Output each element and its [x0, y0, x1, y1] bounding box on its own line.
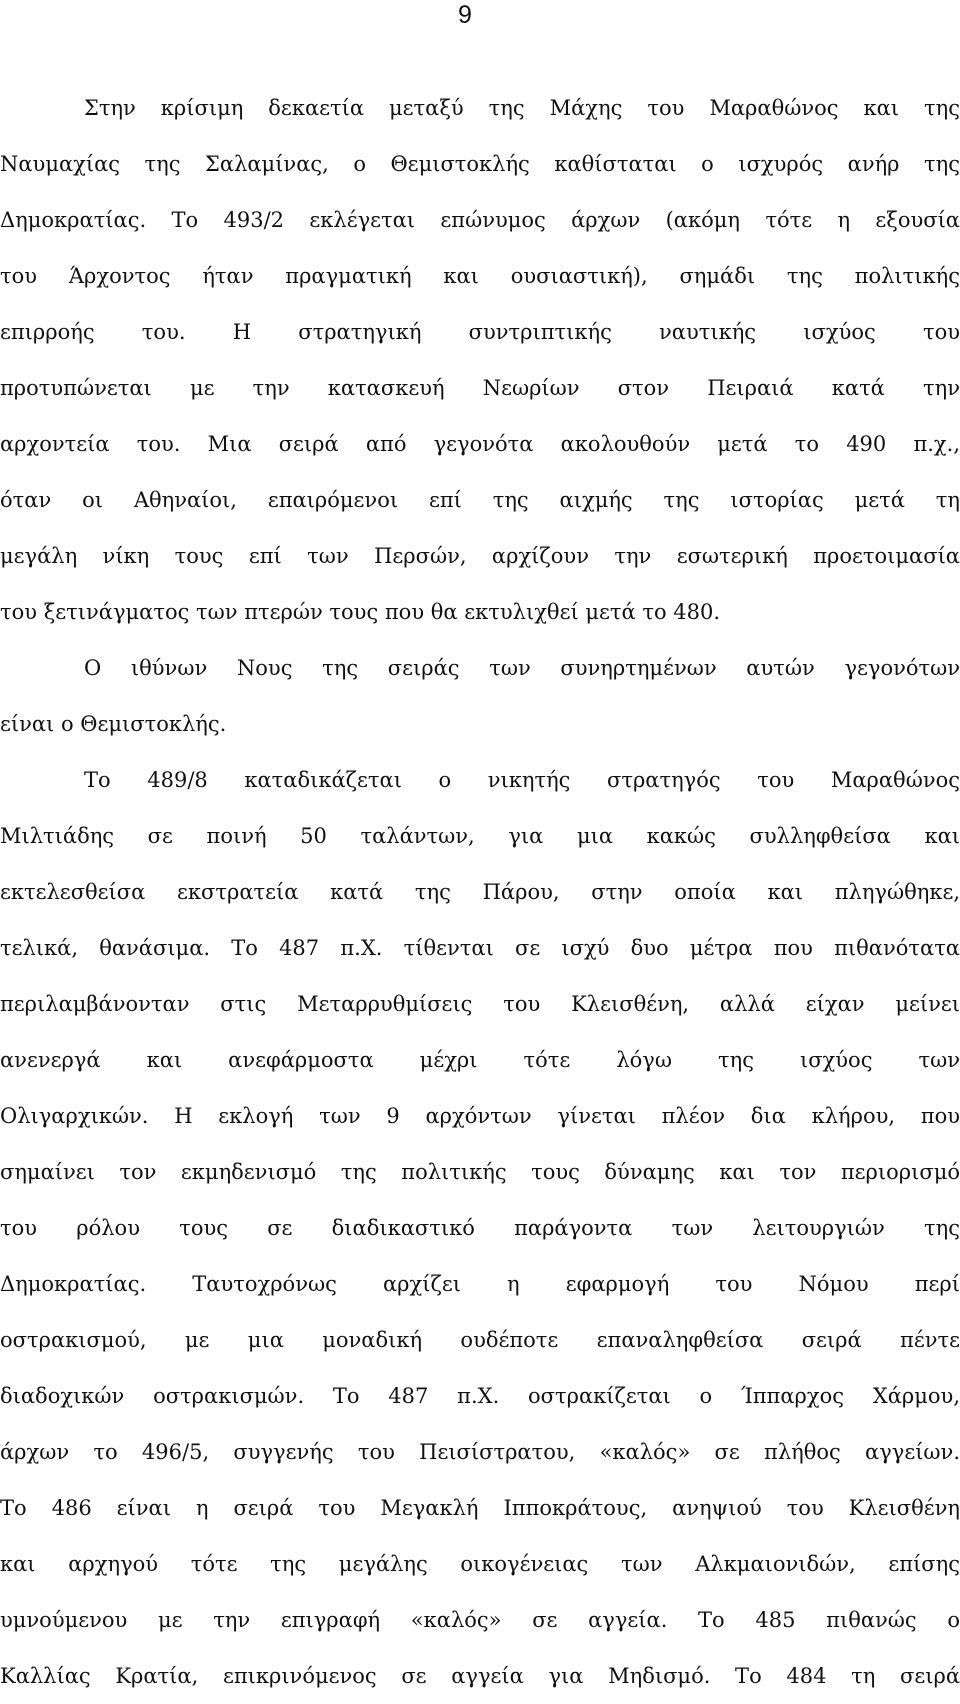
text-line: Δημοκρατίας. Το 493/2 εκλέγεται επώνυμος άρχων (ακόμη τότε η εξουσία	[0, 208, 960, 232]
text-line: όταν οι Αθηναίοι, επαιρόμενοι επί της αιχμής της ιστορίας μετά τη	[0, 488, 960, 512]
text-line: Δημοκρατίας. Ταυτοχρόνως αρχίζει η εφαρμογή του Νόμου περί	[0, 1272, 960, 1296]
text-line: οστρακισμού, με μια μοναδική ουδέποτε επαναληφθείσα σειρά πέντε	[0, 1328, 960, 1352]
text-line: προτυπώνεται με την κατασκευή Νεωρίων στον Πειραιά κατά την	[0, 376, 960, 400]
text-line: Καλλίας Κρατία, επικρινόμενος σε αγγεία για Μηδισμό. Το 484 τη σειρά	[0, 1664, 960, 1688]
text-line: Το 489/8 καταδικάζεται ο νικητής στρατηγός του Μαραθώνος	[84, 768, 960, 792]
text-line: του ρόλου τους σε διαδικαστικό παράγοντα των λειτουργιών της	[0, 1216, 960, 1240]
text-line: τελικά, θανάσιμα. Το 487 π.Χ. τίθενται σε ισχύ δυο μέτρα που πιθανότατα	[0, 936, 960, 960]
text-line: μεγάλη νίκη τους επί των Περσών, αρχίζουν την εσωτερική προετοιμασία	[0, 544, 960, 568]
text-line: επιρροής του. Η στρατηγική συντριπτικής ναυτικής ισχύος του	[0, 320, 960, 344]
text-line: Ολιγαρχικών. Η εκλογή των 9 αρχόντων γίνεται πλέον δια κλήρου, που	[0, 1104, 960, 1128]
document-body	[0, 80, 960, 1704]
text-line: του Άρχοντος ήταν πραγματική και ουσιαστική), σημάδι της πολιτικής	[0, 264, 960, 288]
text-line: ανενεργά και ανεφάρμοστα μέχρι τότε λόγω της ισχύος των	[0, 1048, 960, 1072]
text-line: Το 486 είναι η σειρά του Μεγακλή Ιπποκράτους, ανηψιού του Κλεισθένη	[0, 1496, 960, 1520]
text-line: Στην κρίσιμη δεκαετία μεταξύ της Μάχης του Μαραθώνος και της	[84, 96, 960, 120]
text-line: εκτελεσθείσα εκστρατεία κατά της Πάρου, στην οποία και πληγώθηκε,	[0, 880, 960, 904]
text-line: υμνούμενου με την επιγραφή «καλός» σε αγγεία. Το 485 πιθανώς ο	[0, 1608, 960, 1632]
text-line: του ξετινάγματος των πτερών τους που θα εκτυλιχθεί μετά το 480.	[0, 600, 721, 624]
text-line: άρχων το 496/5, συγγενής του Πεισίστρατου, «καλός» σε πλήθος αγγείων.	[0, 1440, 960, 1464]
text-line: αρχοντεία του. Μια σειρά από γεγονότα ακολουθούν μετά το 490 π.χ.,	[0, 432, 960, 456]
text-line: Ο ιθύνων Νους της σειράς των συνηρτημένων αυτών γεγονότων	[84, 656, 960, 680]
text-line: Μιλτιάδης σε ποινή 50 ταλάντων, για μια κακώς συλληφθείσα και	[0, 824, 960, 848]
text-line: διαδοχικών οστρακισμών. Το 487 π.Χ. οστρακίζεται ο Ίππαρχος Χάρμου,	[0, 1384, 960, 1408]
text-line: Ναυμαχίας της Σαλαμίνας, ο Θεμιστοκλής καθίσταται ο ισχυρός ανήρ της	[0, 152, 960, 176]
text-line: και αρχηγού τότε της μεγάλης οικογένειας των Αλκμαιονιδών, επίσης	[0, 1552, 960, 1576]
text-line: περιλαμβάνονταν στις Μεταρρυθμίσεις του Κλεισθένη, αλλά είχαν μείνει	[0, 992, 960, 1016]
page-number: 9	[458, 1, 472, 29]
text-line: σημαίνει τον εκμηδενισμό της πολιτικής τους δύναμης και τον περιορισμό	[0, 1160, 960, 1184]
text-line: είναι ο Θεμιστοκλής.	[0, 712, 227, 736]
